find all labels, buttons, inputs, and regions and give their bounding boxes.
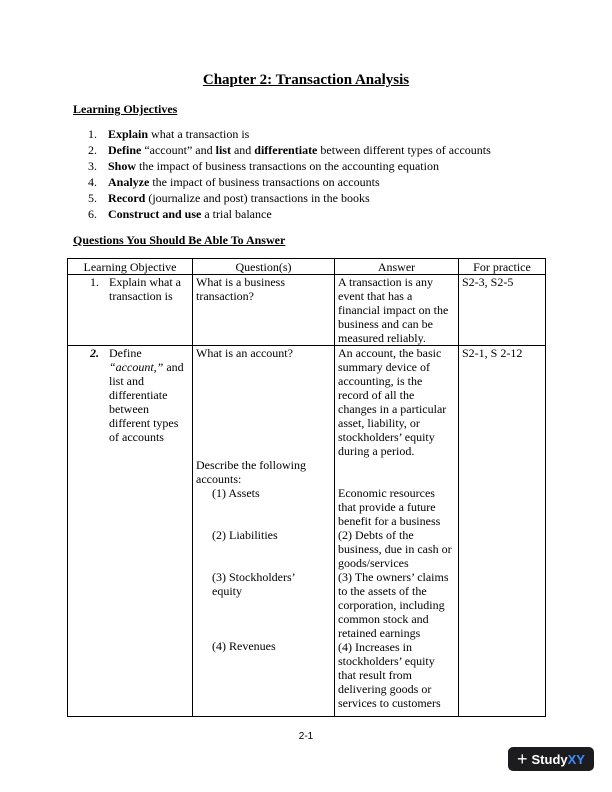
column-header-learning-objective: Learning Objective <box>68 259 193 275</box>
objective-keyword: Record <box>108 191 146 205</box>
answer-stockholders-equity: (3) The owners’ claims to the assets of the corporation, including common stock and retained earnings <box>338 570 449 640</box>
table-row <box>68 346 546 717</box>
objective-keyword: Show <box>108 159 137 173</box>
question-cell: What is a business transaction? <box>193 275 335 346</box>
objective-text: between different types of accounts <box>317 143 491 157</box>
objective-text-part: Define <box>109 346 142 360</box>
learning-objectives-heading: Learning Objectives <box>73 102 178 116</box>
questions-heading: Questions You Should Be Able To Answer <box>73 233 286 247</box>
objective-item-6 <box>88 206 491 222</box>
answer-revenues: (4) Increases in stockholders’ equity that result from delivering goods or services to customers <box>338 640 441 710</box>
objective-number: 1. <box>88 127 97 141</box>
objective-item-3 <box>88 158 491 174</box>
plus-icon: + <box>517 749 528 769</box>
objective-number: 3. <box>88 159 97 173</box>
practice-cell: S2-3, S2-5 <box>459 275 546 346</box>
objective-item-1 <box>88 126 491 142</box>
page-number: 2-1 <box>298 731 314 742</box>
answer-liabilities: (2) Debts of the business, due in cash or goods/services <box>338 528 452 570</box>
objective-text: (journalize and post) transactions in the books <box>145 191 370 205</box>
objective-text: the impact of business transactions on the accounting equation <box>136 159 439 173</box>
answer-text: An account, the basic summary device of accounting, is the record of all the changes in a particular asset, liability, or stockholders’ equity during a period. <box>338 346 447 458</box>
answer-cell: A transaction is any event that has a financial impact on the business and can be measured reliably. <box>335 275 459 346</box>
objective-text-part: and list and differentiate between different types of accounts <box>109 360 184 444</box>
objective-keyword: Analyze <box>108 175 150 189</box>
objective-text <box>71 346 189 444</box>
objective-keyword: Define <box>108 143 142 157</box>
objective-keyword: differentiate <box>254 143 318 157</box>
column-header-questions: Question(s) <box>193 259 335 275</box>
learning-objective-cell <box>68 346 193 717</box>
objective-number: 2. <box>88 143 97 157</box>
objective-keyword: list <box>215 143 231 157</box>
questions-table <box>67 258 546 717</box>
objective-item-2 <box>88 142 491 158</box>
objective-text: the impact of business transactions on accounts <box>149 175 380 189</box>
objective-text: Explain what a transaction is <box>109 275 181 303</box>
answer-cell <box>335 346 459 717</box>
table-row <box>68 275 546 346</box>
sub-question-assets: (1) Assets <box>212 486 260 500</box>
column-header-answer: Answer <box>335 259 459 275</box>
column-header-for-practice: For practice <box>459 259 546 275</box>
brand-name: StudyXY <box>531 751 585 767</box>
question-cell <box>193 346 335 717</box>
table-header-row <box>68 259 546 275</box>
answer-assets: Economic resources that provide a future benefit for a business <box>338 486 441 528</box>
objective-keyword: Explain <box>108 127 149 141</box>
question-text: What is an account? <box>196 346 293 360</box>
practice-cell: S2-1, S 2-12 <box>459 346 546 717</box>
objective-text: a trial balance <box>201 207 272 221</box>
objective-keyword: Construct and use <box>108 207 202 221</box>
studyxy-logo[interactable] <box>508 747 594 771</box>
objective-number: 5. <box>88 191 97 205</box>
page-title: Chapter 2: Transaction Analysis <box>202 72 410 88</box>
objective-item-5 <box>88 190 491 206</box>
objective-number: 2. <box>90 346 99 360</box>
learning-objective-cell <box>68 275 193 346</box>
objective-number: 6. <box>88 207 97 221</box>
objective-text: “account” and <box>141 143 216 157</box>
sub-question-stockholders-equity: (3) Stockholders’ equity <box>212 570 295 598</box>
objective-item-4 <box>88 174 491 190</box>
sub-question-liabilities: (2) Liabilities <box>212 528 278 542</box>
objective-text: what a transaction is <box>148 127 250 141</box>
sub-question-revenues: (4) Revenues <box>212 639 276 653</box>
learning-objectives-list <box>88 126 491 222</box>
objective-number: 1. <box>90 275 99 289</box>
objective-text-italic: “account,” <box>109 360 164 374</box>
question-text: Describe the following accounts: <box>196 458 306 486</box>
objective-number: 4. <box>88 175 97 189</box>
objective-text: and <box>230 143 255 157</box>
